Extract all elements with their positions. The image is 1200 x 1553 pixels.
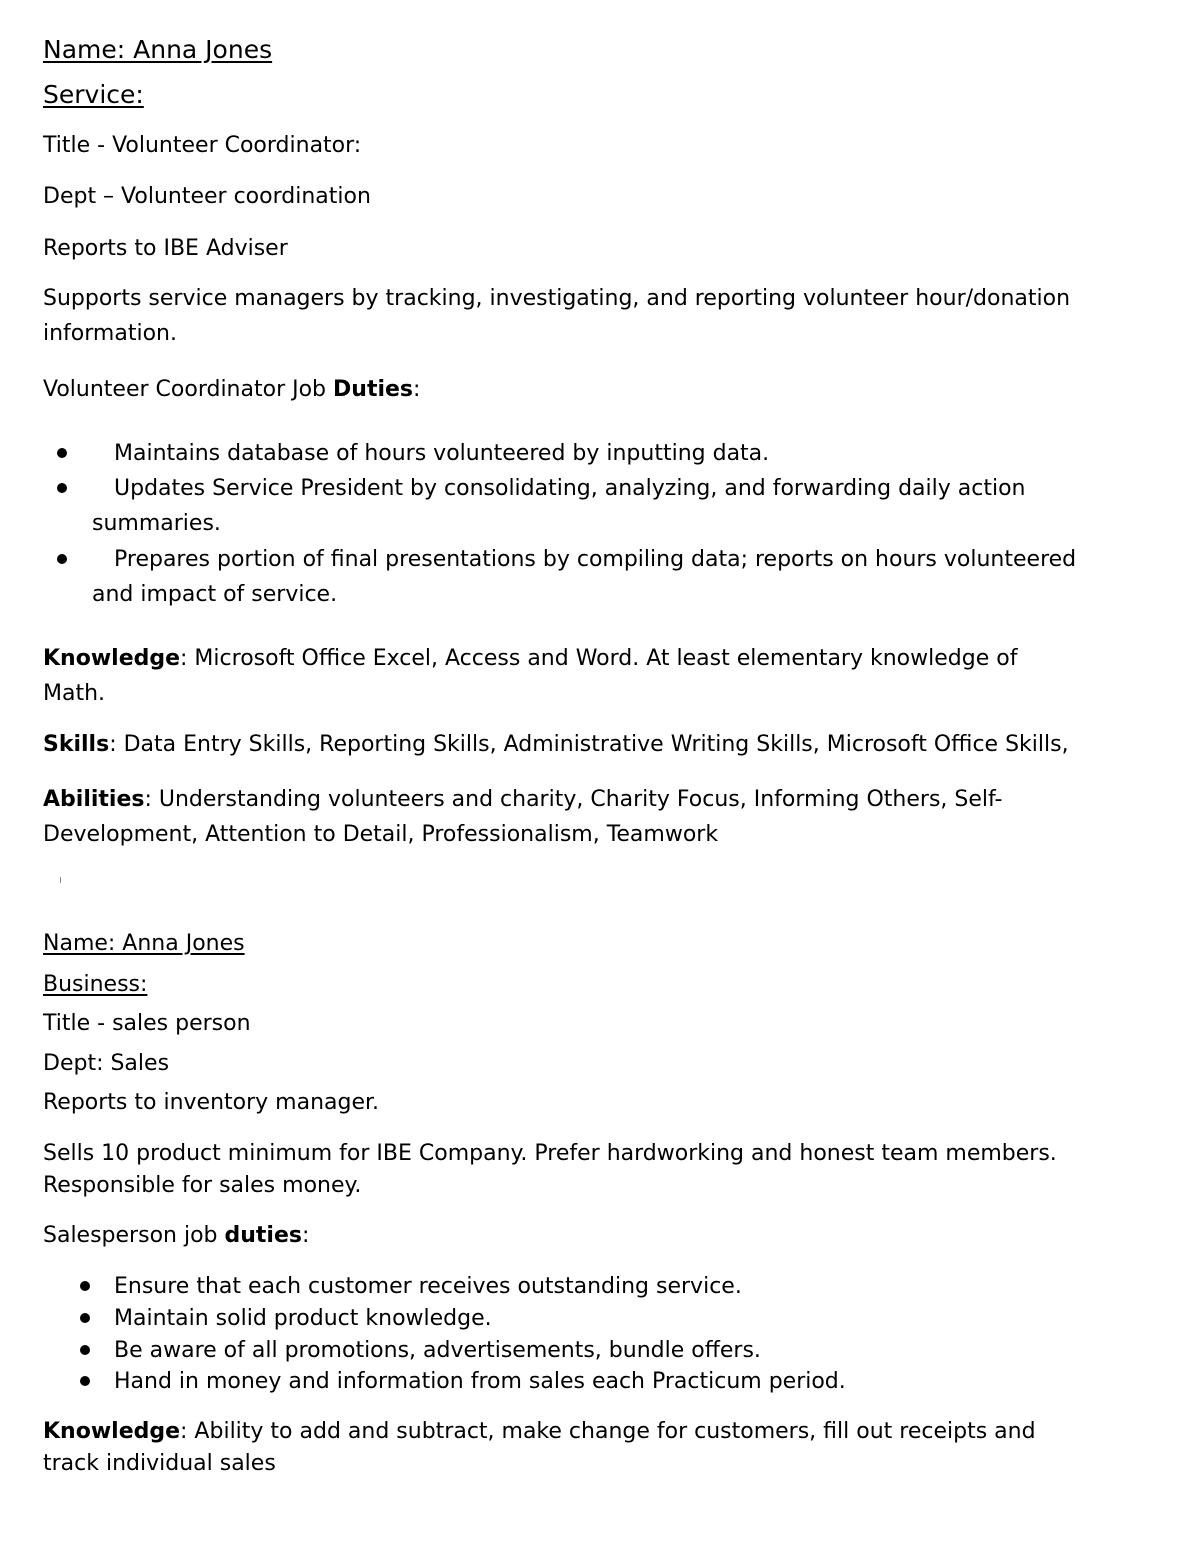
bullet-icon xyxy=(80,1281,90,1291)
section1-duty-3-line2: and impact of service. xyxy=(92,582,338,607)
bullet-icon xyxy=(57,483,67,493)
bullet-icon xyxy=(80,1376,90,1386)
bullet-icon xyxy=(57,554,67,564)
section1-knowledge-text: : Microsoft Office Excel, Access and Word. At least elementary knowledge of xyxy=(180,646,1018,671)
divider-mark xyxy=(60,877,61,883)
section2-knowledge-text: : Ability to add and subtract, make change for customers, fill out receipts and xyxy=(180,1419,1036,1444)
section2-duties-suffix: : xyxy=(301,1223,310,1248)
section1-abilities-line2: Development, Attention to Detail, Professionalism, Teamwork xyxy=(43,822,719,847)
section2-name: Name: Anna Jones xyxy=(43,931,245,956)
section1-summary-line2: information. xyxy=(43,321,177,346)
section1-duties-prefix: Volunteer Coordinator Job xyxy=(43,377,334,402)
section2-dept: Dept: Sales xyxy=(43,1051,170,1076)
section2-duty-4: Hand in money and information from sales each Practicum period. xyxy=(114,1369,846,1394)
bullet-icon xyxy=(80,1345,90,1355)
section2-knowledge-line1 xyxy=(43,1414,1160,1449)
section1-title: Title - Volunteer Coordinator: xyxy=(43,133,362,158)
bullet-icon xyxy=(57,448,67,458)
section1-duty-2-line2: summaries. xyxy=(92,511,221,536)
section2-duties-prefix: Salesperson job xyxy=(43,1223,225,1248)
section1-name: Name: Anna Jones xyxy=(43,35,273,64)
section2-duty-2: Maintain solid product knowledge. xyxy=(114,1306,492,1331)
section2-duty-1: Ensure that each customer receives outstanding service. xyxy=(114,1274,742,1299)
section1-summary-line1: Supports service managers by tracking, investigating, and reporting volunteer hour/donation xyxy=(43,286,1071,311)
section2-duties-bold: duties xyxy=(224,1223,302,1248)
section1-dept: Dept – Volunteer coordination xyxy=(43,184,371,209)
section2-heading: Business: xyxy=(43,972,148,997)
section1-duty-3-line1: Prepares portion of final presentations by compiling data; reports on hours volunteered xyxy=(114,547,1077,572)
section1-duties-bold: Duties xyxy=(333,377,414,402)
bullet-icon xyxy=(80,1313,90,1323)
section1-duty-2-line1: Updates Service President by consolidating, analyzing, and forwarding daily action xyxy=(114,476,1026,501)
section1-skills-text: : Data Entry Skills, Reporting Skills, Administrative Writing Skills, Microsoft Office Skills, xyxy=(109,732,1069,757)
section2-knowledge-line2: track individual sales xyxy=(43,1451,276,1476)
section1-knowledge-line1 xyxy=(43,641,1160,676)
section2-summary-line1: Sells 10 product minimum for IBE Company. Prefer hardworking and honest team members. xyxy=(43,1141,1057,1166)
section2-duty-3: Be aware of all promotions, advertisements, bundle offers. xyxy=(114,1338,761,1363)
section1-knowledge-line2: Math. xyxy=(43,681,106,706)
section1-duty-1: Maintains database of hours volunteered by inputting data. xyxy=(114,441,770,466)
section2-summary-line2: Responsible for sales money. xyxy=(43,1173,362,1198)
section2-knowledge-label: Knowledge xyxy=(43,1419,181,1444)
section1-abilities-line1 xyxy=(43,782,1160,817)
section1-reports: Reports to IBE Adviser xyxy=(43,236,288,261)
section1-skills-label: Skills xyxy=(43,732,110,757)
section1-duties-suffix: : xyxy=(413,377,421,402)
section1-duties-heading xyxy=(43,372,1160,407)
section1-abilities-label: Abilities xyxy=(43,787,145,812)
section2-duties-heading xyxy=(43,1218,1160,1253)
section1-heading: Service: xyxy=(43,80,144,109)
section1-skills xyxy=(43,727,1160,762)
section2-reports: Reports to inventory manager. xyxy=(43,1090,380,1115)
section1-knowledge-label: Knowledge xyxy=(43,646,181,671)
section2-title: Title - sales person xyxy=(43,1011,251,1036)
section1-abilities-text: : Understanding volunteers and charity, Charity Focus, Informing Others, Self- xyxy=(144,787,1003,812)
